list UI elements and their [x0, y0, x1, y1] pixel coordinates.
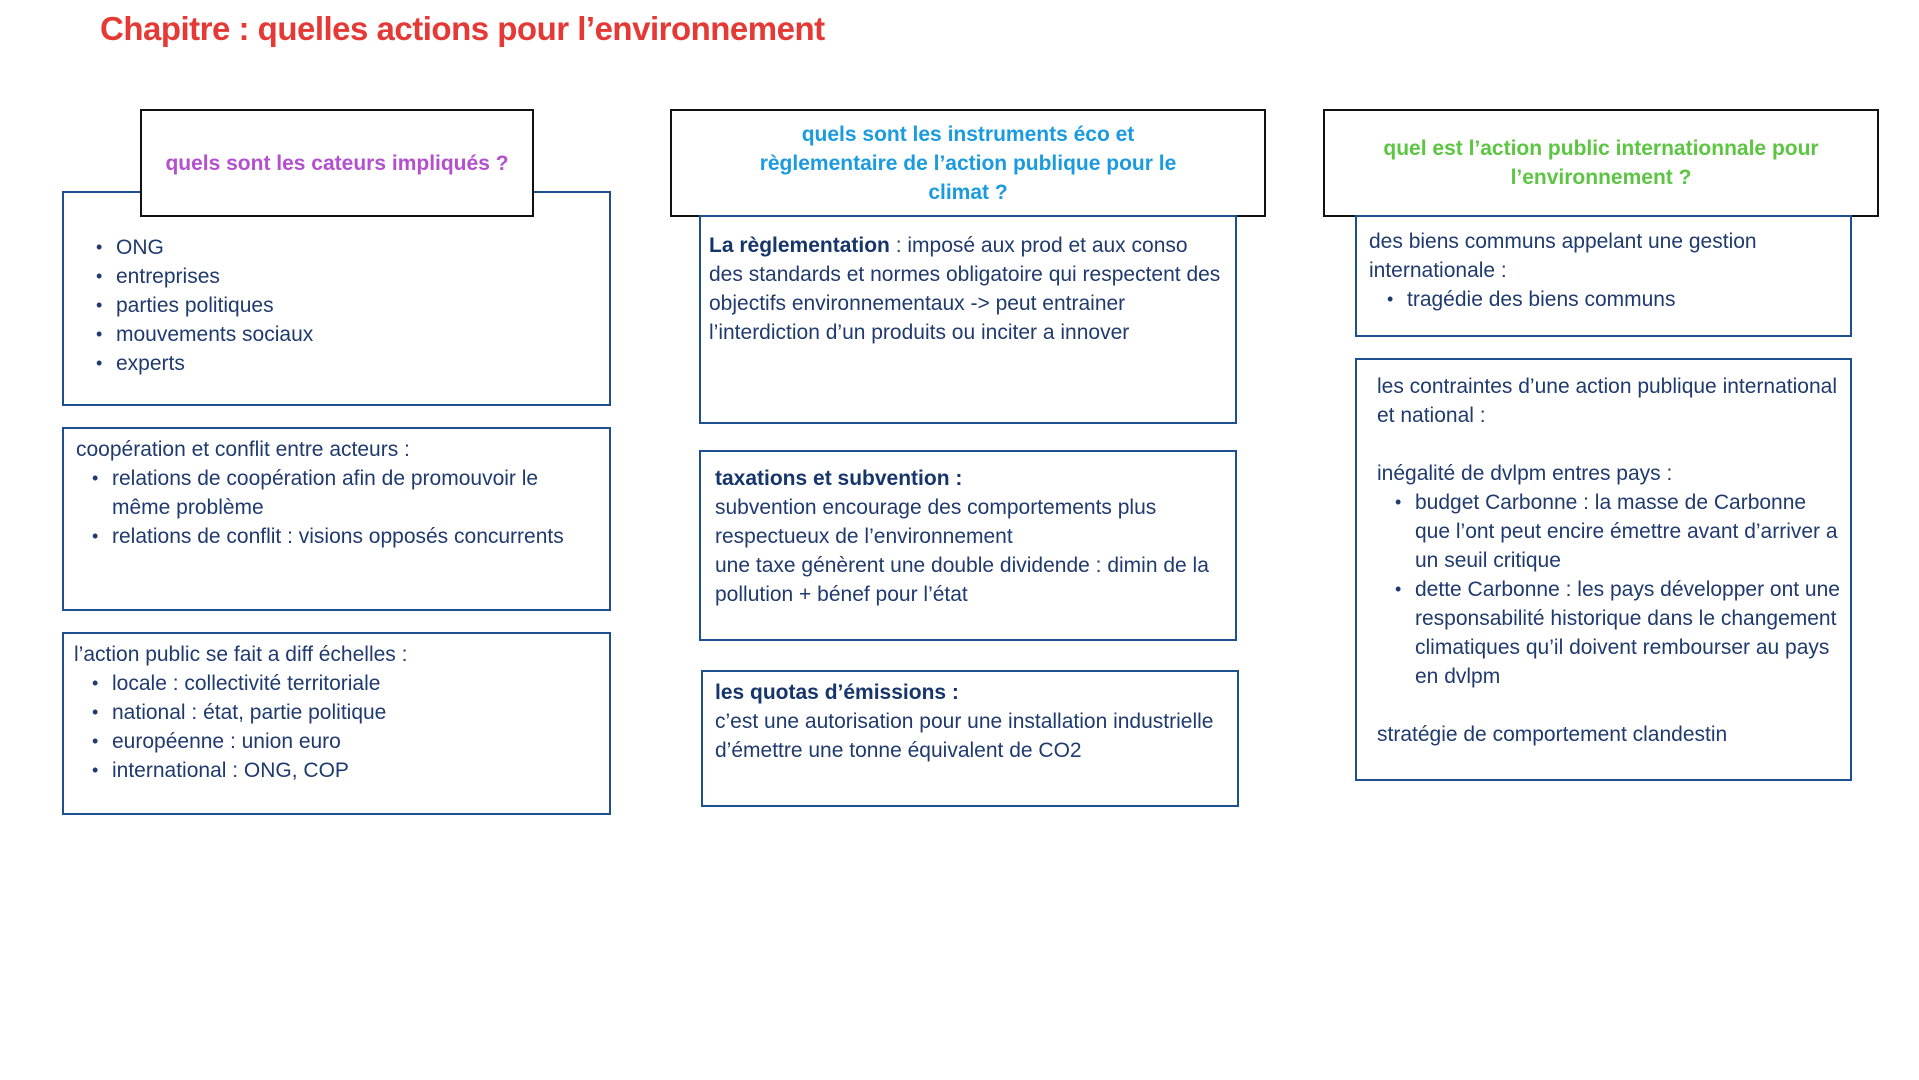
strategie-text: stratégie de comportement clandestin: [1377, 723, 1728, 746]
list-item: • experts: [116, 349, 609, 378]
question-instruments-text: quels sont les instruments éco et règlementaire de l’action publique pour le climat ?: [759, 122, 1177, 204]
contraintes-box: [1355, 358, 1852, 781]
taxation-box: [699, 450, 1237, 641]
list-item: • budget Carbonne : la masse de Carbonne que l’ont peut encire émettre avant d’arriver a un seuil critique: [1415, 488, 1840, 575]
inegalite-text: inégalité de dvlpm entres pays :: [1377, 462, 1673, 485]
cooperation-intro: coopération et conflit entre acteurs :: [76, 438, 410, 461]
scales-box: [62, 632, 611, 815]
question-actors: [140, 109, 534, 217]
question-international: [1323, 109, 1879, 217]
quotas-lead: les quotas d’émissions :: [715, 681, 959, 704]
taxation-line2: une taxe génèrent une double dividende : dimin de la pollution + bénef pour l’état: [715, 554, 1209, 606]
list-item: • parties politiques: [116, 291, 609, 320]
list-item: • mouvements sociaux: [116, 320, 609, 349]
actors-box: [62, 191, 611, 406]
list-item: • entreprises: [116, 262, 609, 291]
taxation-lead: taxations et subvention :: [715, 467, 963, 490]
list-item: • locale : collectivité territoriale: [112, 669, 599, 698]
list-item: • européenne : union euro: [112, 727, 599, 756]
list-item: • international : ONG, COP: [112, 756, 599, 785]
reglementation-box: [699, 215, 1237, 424]
quotas-text: c’est une autorisation pour une installation industrielle d’émettre une tonne équivalent de CO2: [715, 710, 1214, 762]
biens-intro: des biens communs appelant une gestion internationale :: [1369, 230, 1757, 282]
question-actors-text: quels sont les cateurs impliqués ?: [165, 151, 509, 175]
list-item: • ONG: [116, 233, 609, 262]
scales-intro: l’action public se fait a diff échelles :: [74, 643, 408, 666]
reglementation-body: : imposé aux prod et aux conso des standards et normes obligatoire qui respectent des objectifs environnementaux -> peut entrainer l’interdiction d’un produits ou inciter a innover: [709, 234, 1221, 344]
contraintes-intro: les contraintes d’une action publique international et national :: [1377, 375, 1837, 427]
list-item: • national : état, partie politique: [112, 698, 599, 727]
cooperation-box: [62, 427, 611, 611]
question-international-text: quel est l’action public internationnale pour l’environnement ?: [1383, 137, 1819, 189]
list-item: • tragédie des biens communs: [1407, 285, 1840, 314]
quotas-box: [701, 670, 1239, 807]
list-item: • relations de conflit : visions opposés concurrents: [112, 522, 599, 551]
taxation-line1: subvention encourage des comportements plus respectueux de l’environnement: [715, 496, 1157, 548]
list-item: • dette Carbonne : les pays développer ont une responsabilité historique dans le changement climatiques qu’il doivent rembourser au pays en dvlpm: [1415, 575, 1840, 691]
reglementation-text: [709, 231, 1227, 347]
page-title: Chapitre : quelles actions pour l’environnement: [100, 10, 825, 47]
biens-communs-box: [1355, 215, 1852, 337]
list-item: • relations de coopération afin de promouvoir le même problème: [112, 464, 599, 522]
question-instruments: [670, 109, 1266, 217]
reglementation-lead: La règlementation: [709, 234, 890, 257]
